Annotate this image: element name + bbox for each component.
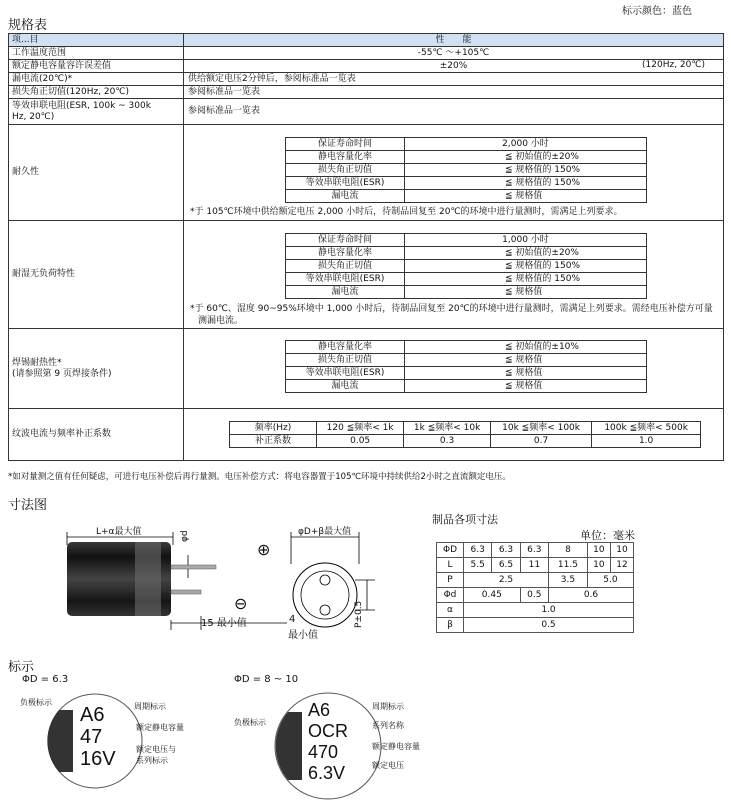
col-item-header: 项...目 (9, 34, 184, 47)
dim-p: P±0.5 (354, 600, 364, 628)
endurance-note: *于 105℃环境中供给额定电压 2,000 小时后，待制品回复至 20℃的环境中进行量测时，需满足上列要求。 (190, 207, 623, 217)
ripple-table (229, 421, 701, 448)
humidity-note-2: 测漏电流。 (198, 316, 244, 326)
dims-cell: 3.5 (548, 573, 587, 588)
solder-key: 等效串联电阻(ESR) (286, 367, 405, 380)
dim-l-label: L+α最大值 (96, 527, 142, 537)
dims-cell: 6.3 (492, 543, 520, 558)
solder-val: ≦ 规格值 (405, 354, 647, 367)
row-captol-value: ±20% (439, 60, 468, 71)
row-temp-label: 工作温度范围 (9, 47, 184, 60)
small-caption: ΦD = 6.3 (22, 674, 69, 685)
ripple-freq-header: 100k ≦频率< 500k (592, 422, 701, 435)
spec-title: 规格表 (8, 18, 48, 33)
dim-15-min: 15 最小值 (201, 618, 247, 629)
row-captol-cell (184, 60, 724, 73)
plus-icon: ⊕ (257, 540, 271, 559)
small-period-label: 周期标示 (134, 702, 166, 711)
large-line: 470 (308, 742, 339, 762)
dimension-title: 寸法图 (8, 498, 48, 513)
solder-val: ≦ 初始值的±10% (405, 341, 647, 354)
small-line: 16V (80, 748, 116, 770)
dims-cell: 0.5 (520, 588, 548, 603)
row-endurance-label: 耐久性 (9, 125, 184, 221)
large-period-label: 周期标示 (372, 702, 404, 711)
dims-cell: 12 (610, 558, 633, 573)
large-line: A6 (308, 700, 331, 720)
dims-cell: 0.45 (464, 588, 521, 603)
dims-cell: 10 (610, 543, 633, 558)
dims-cell: 8 (548, 543, 587, 558)
large-series-label: 系列名称 (372, 721, 404, 730)
endurance-key: 损失角正切值 (286, 164, 405, 177)
solder-key: 静电容量化率 (286, 341, 405, 354)
endurance-key: 漏电流 (286, 190, 405, 203)
dims-cell: L (437, 558, 464, 573)
dims-cell: 5.0 (587, 573, 633, 588)
row-endurance-cell (184, 125, 724, 221)
solder-key: 漏电流 (286, 380, 405, 393)
dims-cell: 11.5 (548, 558, 587, 573)
ripple-freq-header: 1k ≦频率< 10k (404, 422, 491, 435)
humidity-val: ≦ 规格值的 150% (405, 273, 647, 286)
endurance-val: ≦ 初始值的±20% (405, 151, 647, 164)
ripple-factor-cell: 补正系数 (230, 435, 317, 448)
row-temp-value: -55℃ ～+105℃ (184, 47, 724, 60)
small-negative-band (47, 710, 73, 772)
solder-val: ≦ 规格值 (405, 367, 647, 380)
dims-cell: β (437, 618, 464, 633)
row-ripple-cell (184, 409, 724, 461)
row-humidity-label: 耐湿无负荷特性 (9, 221, 184, 329)
solder-table (285, 340, 647, 393)
ripple-factor-cell: 0.3 (404, 435, 491, 448)
color-note: 标示颜色：蓝色 (622, 6, 692, 17)
lead-bottom (171, 590, 201, 594)
endurance-val: ≦ 规格值的 150% (405, 177, 647, 190)
dims-cell: α (437, 603, 464, 618)
small-volt-label-1: 额定电压与 (136, 745, 176, 754)
spec-table (8, 33, 724, 461)
dims-cell: 6.3 (520, 543, 548, 558)
humidity-key: 静电容量化率 (286, 247, 405, 260)
large-line: 6.3V (308, 763, 346, 783)
endurance-table (285, 137, 647, 203)
ripple-factor-cell: 1.0 (592, 435, 701, 448)
row-captol-cond: (120Hz, 20℃) (642, 60, 705, 70)
marking-title: 标示 (8, 660, 35, 675)
minus-icon: ⊖ (234, 594, 248, 613)
small-neg-label: 负极标示 (20, 698, 52, 707)
ripple-factor-cell: 0.05 (317, 435, 404, 448)
ripple-freq-header: 120 ≦频率< 1k (317, 422, 404, 435)
dims-cell: 0.6 (548, 588, 633, 603)
dims-cell: 10 (587, 558, 610, 573)
humidity-table (285, 233, 647, 299)
small-marking-text (80, 704, 116, 770)
dim-phi-D: φD+β最大值 (298, 527, 352, 537)
row-leakage-value: 供给额定电压2分钟后，参阅标准品一览表 (184, 73, 724, 86)
dims-cell: 2.5 (464, 573, 549, 588)
ripple-freq-header: 10k ≦频率< 100k (490, 422, 591, 435)
humidity-val: ≦ 初始值的±20% (405, 247, 647, 260)
endurance-key: 保证寿命时间 (286, 138, 405, 151)
row-tan-value: 参阅标准品一览表 (184, 86, 724, 99)
endurance-val: ≦ 规格值的 150% (405, 164, 647, 177)
solder-val: ≦ 规格值 (405, 380, 647, 393)
humidity-key: 保证寿命时间 (286, 234, 405, 247)
small-line: 47 (80, 726, 103, 748)
dim-4: 4 (289, 614, 296, 625)
lead-top (171, 565, 216, 569)
row-ripple-label: 纹波电流与频率补正系数 (9, 409, 184, 461)
humidity-val: ≦ 规格值 (405, 286, 647, 299)
solder-label-1: 焊锡耐热性* (12, 357, 62, 368)
dims-cell: ΦD (437, 543, 464, 558)
row-solder-label (9, 329, 184, 409)
dims-cell: 5.5 (464, 558, 492, 573)
row-humidity-cell (184, 221, 724, 329)
col-perf-header: 性 能 (184, 34, 724, 47)
endurance-key: 静电容量化率 (286, 151, 405, 164)
row-esr-value: 参阅标准品一览表 (184, 99, 724, 125)
humidity-note-1: *于 60℃、湿度 90~95%环境中 1,000 小时后，待制品回复至 20℃的环境中进行量测时，需满足上列要求。需经电压补偿方可量 (190, 304, 713, 314)
dim-phi-d: φd (180, 530, 190, 542)
humidity-key: 等效串联电阻(ESR) (286, 273, 405, 286)
dims-title: 制品各项寸法 (432, 513, 498, 526)
dims-cell: 6.3 (464, 543, 492, 558)
end-view-circle (293, 563, 357, 627)
large-negative-band (276, 712, 302, 780)
dim-4-min: 最小值 (288, 630, 318, 641)
row-tan-label: 损失角正切值(120Hz, 20℃) (9, 86, 184, 99)
small-cap-label: 额定静电容量 (136, 723, 184, 732)
small-volt-label-2: 系列标示 (136, 756, 168, 765)
endurance-key: 等效串联电阻(ESR) (286, 177, 405, 190)
dims-cell: 11 (520, 558, 548, 573)
solder-label-2: (请参照第 9 页焊接条件) (12, 368, 112, 379)
dims-table (436, 542, 634, 633)
large-line: OCR (308, 721, 348, 741)
dims-cell: 0.5 (464, 618, 634, 633)
endurance-val: 2,000 小时 (405, 138, 647, 151)
humidity-val: 1,000 小时 (405, 234, 647, 247)
polarity-stripe (135, 542, 161, 616)
dims-cell: 1.0 (464, 603, 634, 618)
large-cap-label: 额定静电容量 (372, 742, 420, 751)
endurance-val: ≦ 规格值 (405, 190, 647, 203)
large-neg-label: 负极标示 (234, 718, 266, 727)
humidity-key: 漏电流 (286, 286, 405, 299)
dims-cell: P (437, 573, 464, 588)
row-leakage-label: 漏电流(20℃)* (9, 73, 184, 86)
solder-key: 损失角正切值 (286, 354, 405, 367)
dims-cell: 6.5 (492, 558, 520, 573)
large-caption: ΦD = 8 ~ 10 (234, 674, 299, 685)
row-solder-cell (184, 329, 724, 409)
row-captol-label: 额定静电容量容许误差值 (9, 60, 184, 73)
humidity-key: 损失角正切值 (286, 260, 405, 273)
ripple-factor-cell: 0.7 (490, 435, 591, 448)
small-line: A6 (80, 704, 105, 726)
dims-cell: Φd (437, 588, 464, 603)
dims-unit: 单位：毫米 (580, 529, 635, 542)
large-volt-label: 额定电压 (372, 761, 404, 770)
humidity-val: ≦ 规格值的 150% (405, 260, 647, 273)
row-esr-label: 等效串联电阻(ESR, 100k ~ 300k Hz, 20℃) (9, 99, 184, 125)
dims-cell: 10 (587, 543, 610, 558)
large-marking-text (308, 700, 348, 784)
spec-footnote: *如对量测之值有任何疑虑，可进行电压补偿后再行量测。电压补偿方式：将电容器置于105℃环境中持续供给2小时之直流额定电压。 (8, 472, 511, 482)
ripple-freq-header: 频率(Hz) (230, 422, 317, 435)
